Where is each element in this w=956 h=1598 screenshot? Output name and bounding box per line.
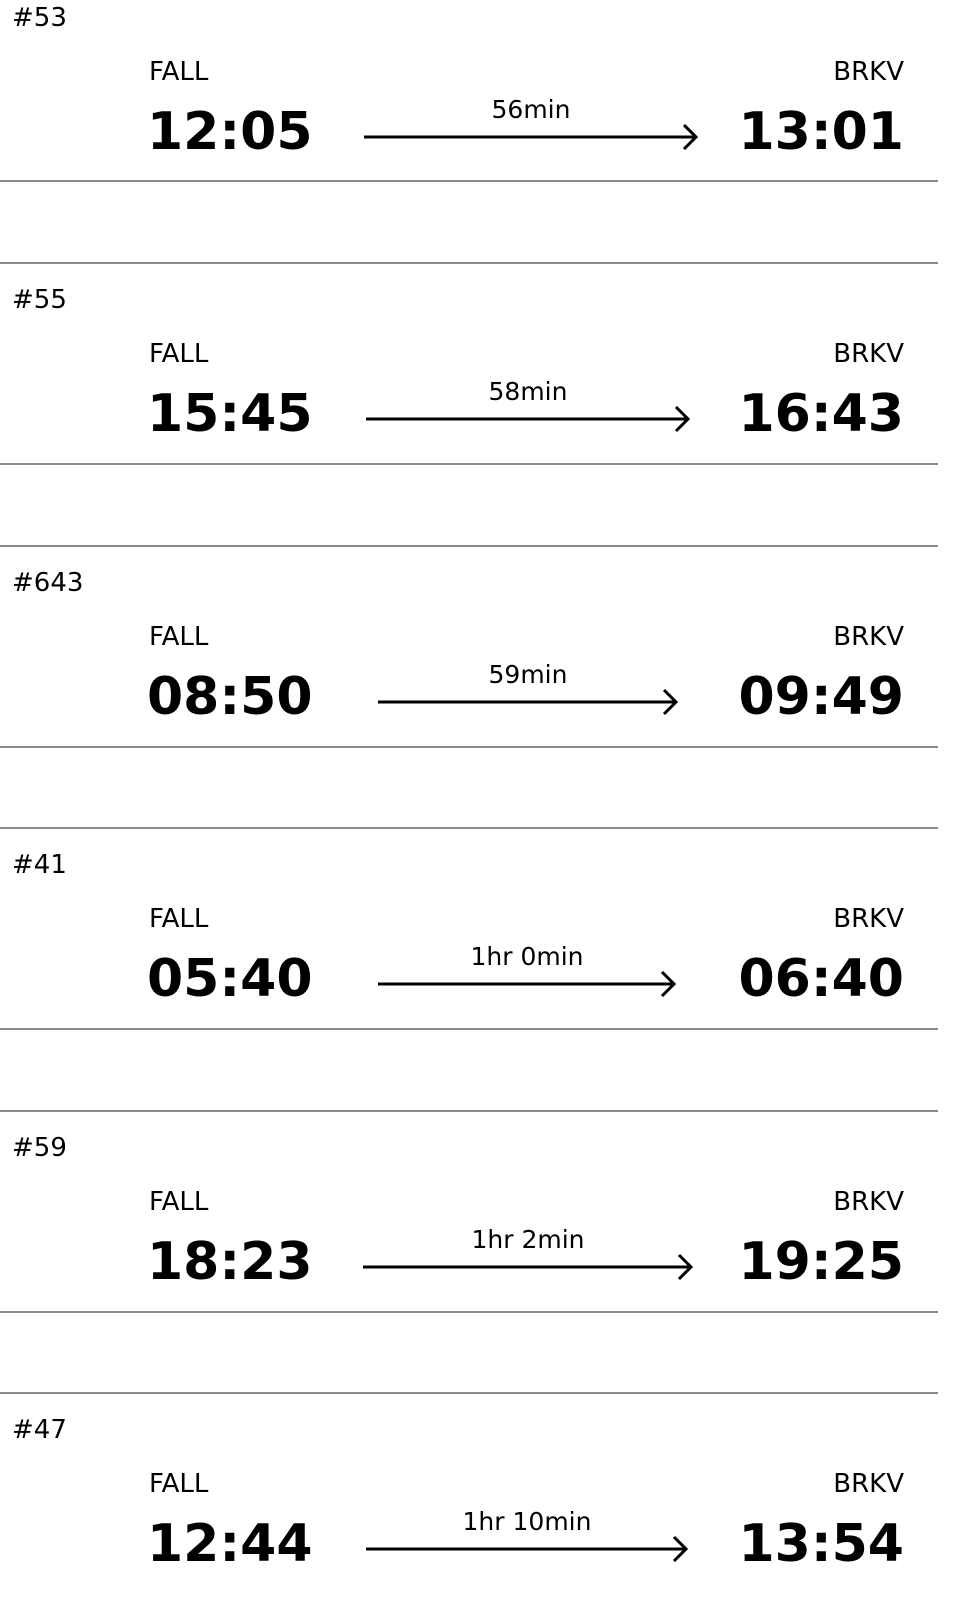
train-number: #41 — [12, 850, 67, 880]
trip-divider — [0, 463, 938, 465]
arrival-time: 13:54 — [738, 1514, 904, 1574]
destination-station-code: BRKV — [833, 622, 904, 652]
arrow-right-icon — [366, 1535, 688, 1563]
arrival-time: 06:40 — [738, 949, 904, 1009]
origin-station-code: FALL — [149, 622, 209, 652]
departure-time: 05:40 — [147, 949, 313, 1009]
departure-time: 08:50 — [147, 667, 313, 727]
trip-divider — [0, 1311, 938, 1313]
arrival-time: 13:01 — [738, 102, 904, 162]
departure-time: 18:23 — [147, 1232, 313, 1292]
trip-card[interactable] — [0, 262, 938, 449]
origin-station-code: FALL — [149, 904, 209, 934]
trip-card[interactable] — [0, 545, 938, 732]
destination-station-code: BRKV — [833, 904, 904, 934]
train-number: #53 — [12, 3, 67, 33]
trip-divider — [0, 1028, 938, 1030]
train-number: #59 — [12, 1133, 67, 1163]
train-number: #643 — [12, 568, 84, 598]
arrival-time: 09:49 — [738, 667, 904, 727]
arrow-right-icon — [364, 123, 698, 151]
trip-card[interactable] — [0, 1110, 938, 1297]
origin-station-code: FALL — [149, 1469, 209, 1499]
origin-station-code: FALL — [149, 57, 209, 87]
trip-card[interactable] — [0, 0, 938, 185]
destination-station-code: BRKV — [833, 1187, 904, 1217]
destination-station-code: BRKV — [833, 339, 904, 369]
trip-duration: 1hr 2min — [471, 1225, 585, 1254]
origin-station-code: FALL — [149, 339, 209, 369]
arrow-right-icon — [366, 405, 690, 433]
train-number: #55 — [12, 285, 67, 315]
destination-station-code: BRKV — [833, 57, 904, 87]
trip-duration: 59min — [488, 660, 568, 689]
arrow-right-icon — [378, 970, 676, 998]
trip-duration: 1hr 0min — [470, 942, 584, 971]
trip-card[interactable] — [0, 827, 938, 1014]
trip-duration: 58min — [488, 377, 568, 406]
arrow-right-icon — [378, 688, 678, 716]
trip-divider — [0, 746, 938, 748]
train-number: #47 — [12, 1415, 67, 1445]
trip-card[interactable] — [0, 1392, 938, 1579]
arrival-time: 16:43 — [738, 384, 904, 444]
departure-time: 12:05 — [147, 102, 313, 162]
trip-duration: 56min — [491, 95, 571, 124]
arrow-right-icon — [363, 1253, 693, 1281]
destination-station-code: BRKV — [833, 1469, 904, 1499]
trip-divider — [0, 180, 938, 182]
departure-time: 15:45 — [147, 384, 313, 444]
departure-time: 12:44 — [147, 1514, 313, 1574]
origin-station-code: FALL — [149, 1187, 209, 1217]
trip-duration: 1hr 10min — [462, 1507, 592, 1536]
arrival-time: 19:25 — [738, 1232, 904, 1292]
